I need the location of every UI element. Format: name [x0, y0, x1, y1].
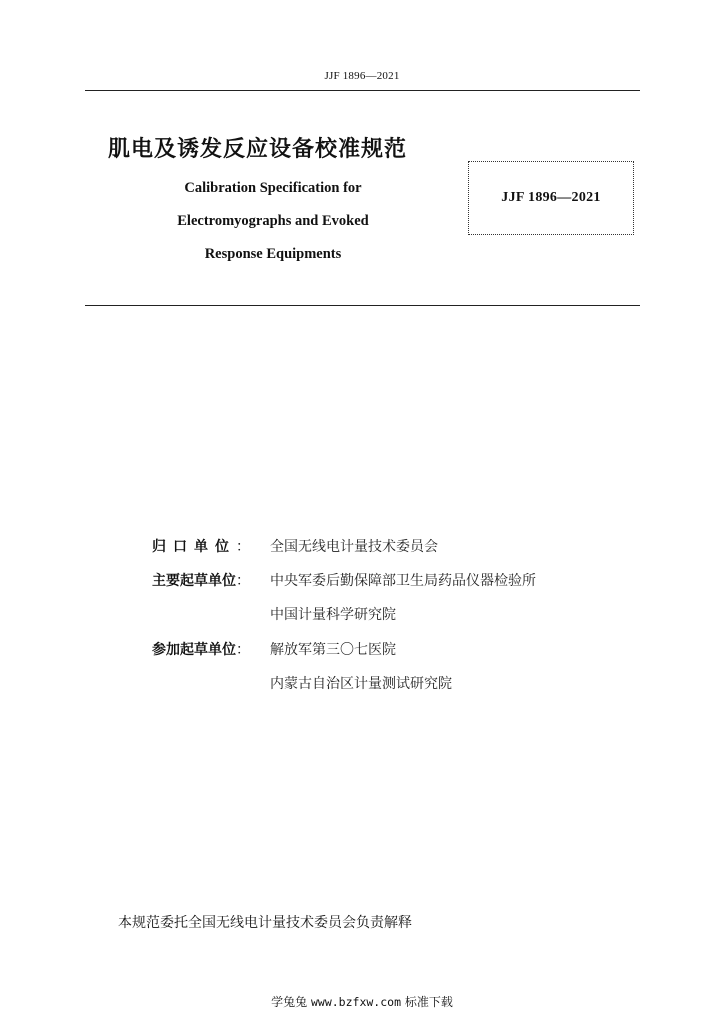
chinese-title: 肌电及诱发反应设备校准规范	[108, 137, 408, 162]
responsible-unit-label-text: 归口单位	[152, 539, 236, 555]
english-title-line-1: Calibration Specification for	[184, 180, 362, 196]
main-drafting-unit-row-2	[152, 604, 396, 626]
header-standard-code: JJF 1896—2021	[324, 70, 400, 82]
responsible-unit-value: 全国无线电计量技术委员会	[270, 539, 438, 555]
participating-unit-colon: ：	[236, 642, 250, 658]
participating-unit-row	[152, 639, 396, 661]
main-drafting-unit-value-1: 中央军委后勤保障部卫生局药品仪器检验所	[270, 573, 536, 589]
main-drafting-unit-row	[152, 570, 536, 592]
main-drafting-unit-label	[152, 570, 270, 592]
responsible-unit-row	[152, 536, 438, 558]
interpretation-note: 本规范委托全国无线电计量技术委员会负责解释	[118, 915, 412, 931]
middle-divider	[85, 305, 640, 306]
participating-unit-label-text: 参加起草单位	[152, 642, 236, 658]
main-drafting-unit-colon: ：	[236, 573, 250, 589]
participating-unit-row-2	[152, 673, 452, 695]
participating-unit-label	[152, 639, 270, 661]
watermark-url: www.bzfxw.com	[310, 995, 401, 1009]
standard-code-box	[468, 161, 634, 235]
top-divider	[85, 90, 640, 91]
responsible-unit-colon: ：	[236, 539, 250, 555]
participating-unit-value-1: 解放军第三〇七医院	[270, 642, 396, 658]
watermark-suffix: 标准下载	[404, 995, 453, 1009]
watermark-prefix: 学兔兔	[271, 995, 308, 1009]
english-title-line-2: Electromyographs and Evoked	[177, 213, 369, 229]
english-title	[140, 172, 406, 271]
participating-unit-value-2: 内蒙古自治区计量测试研究院	[270, 676, 452, 692]
standard-code-box-text: JJF 1896—2021	[501, 190, 601, 205]
english-title-line-3: Response Equipments	[204, 246, 342, 262]
main-drafting-unit-label-text: 主要起草单位	[152, 573, 236, 589]
watermark	[0, 993, 724, 1010]
main-drafting-unit-value-2: 中国计量科学研究院	[270, 607, 396, 623]
responsible-unit-label	[152, 536, 270, 558]
